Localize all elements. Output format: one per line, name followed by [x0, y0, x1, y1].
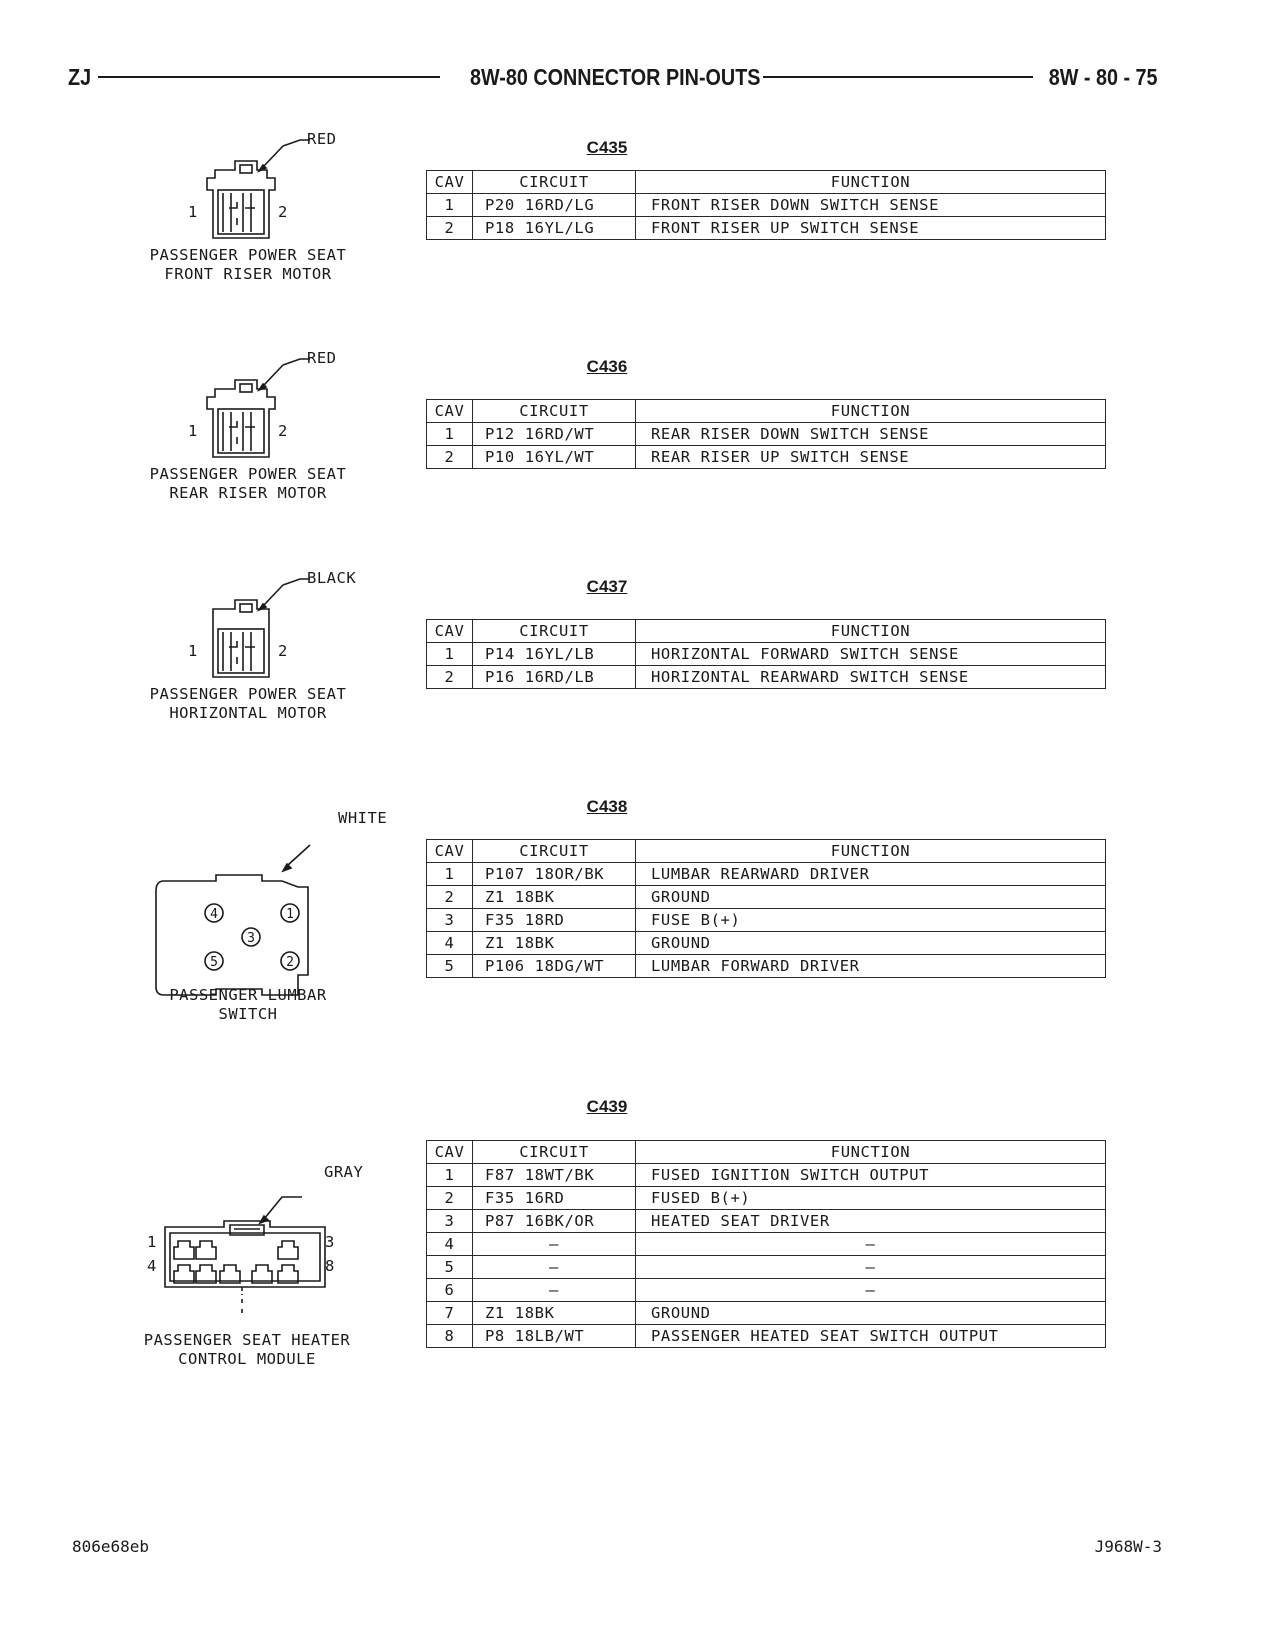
cell-cav: 4 [427, 1233, 473, 1256]
caption-line: REAR RISER MOTOR [169, 484, 327, 502]
caption-line: PASSENGER SEAT HEATER [143, 1331, 351, 1349]
cell-function: LUMBAR REARWARD DRIVER [636, 863, 1106, 886]
pin-number: 1 [286, 907, 294, 922]
column-header-circuit: CIRCUIT [473, 171, 636, 194]
two-pin-connector-diagram [185, 569, 365, 689]
column-header-function: FUNCTION [636, 620, 1106, 643]
vehicle-code: ZJ [68, 64, 92, 90]
column-header-function: FUNCTION [636, 840, 1106, 863]
table-header-row [427, 620, 1106, 643]
cell-function: LUMBAR FORWARD DRIVER [636, 955, 1106, 978]
table-header-row [427, 840, 1106, 863]
table-row [427, 886, 1106, 909]
cell-function: PASSENGER HEATED SEAT SWITCH OUTPUT [636, 1325, 1106, 1348]
cell-circuit: – [473, 1256, 636, 1279]
table-row [427, 1164, 1106, 1187]
cell-circuit: P12 16RD/WT [473, 423, 636, 446]
cell-function: FRONT RISER UP SWITCH SENSE [636, 217, 1106, 240]
connector-color-label: BLACK [307, 569, 357, 587]
table-row [427, 1279, 1106, 1302]
cell-function: GROUND [636, 886, 1106, 909]
header-rule-left [98, 76, 440, 78]
cell-cav: 1 [427, 194, 473, 217]
table-header-row [427, 171, 1106, 194]
pinout-table [426, 1140, 1106, 1348]
table-header-row [427, 1141, 1106, 1164]
column-header-function: FUNCTION [636, 400, 1106, 423]
table-row [427, 217, 1106, 240]
cell-function: HORIZONTAL FORWARD SWITCH SENSE [636, 643, 1106, 666]
cell-circuit: P20 16RD/LG [473, 194, 636, 217]
table-row [427, 955, 1106, 978]
table-row [427, 643, 1106, 666]
table-row [427, 423, 1106, 446]
connector-color-label: GRAY [324, 1163, 364, 1181]
caption-line: PASSENGER POWER SEAT [149, 246, 347, 264]
table-row [427, 666, 1106, 689]
cell-circuit: – [473, 1279, 636, 1302]
cell-cav: 2 [427, 217, 473, 240]
caption-line: FRONT RISER MOTOR [164, 265, 332, 283]
cell-circuit: Z1 18BK [473, 1302, 636, 1325]
column-header-function: FUNCTION [636, 1141, 1106, 1164]
table-header-row [427, 400, 1106, 423]
connector-id: C436 [586, 357, 628, 376]
table-row [427, 446, 1106, 469]
cell-circuit: F35 18RD [473, 909, 636, 932]
cell-circuit: P87 16BK/OR [473, 1210, 636, 1233]
cell-cav: 3 [427, 1210, 473, 1233]
cell-cav: 1 [427, 423, 473, 446]
cell-cav: 2 [427, 666, 473, 689]
cell-circuit: P106 18DG/WT [473, 955, 636, 978]
cell-circuit: Z1 18BK [473, 932, 636, 955]
pin-number: 3 [247, 931, 255, 946]
pin-label: 2 [278, 642, 288, 660]
cell-cav: 2 [427, 1187, 473, 1210]
caption-line: HORIZONTAL MOTOR [169, 704, 327, 722]
eight-pin-heater-connector-diagram [160, 1185, 330, 1325]
caption-line: CONTROL MODULE [178, 1350, 316, 1368]
table-row [427, 1187, 1106, 1210]
page-header [68, 62, 1158, 92]
column-header-cav: CAV [427, 400, 473, 423]
cell-function: FUSE B(+) [636, 909, 1106, 932]
connector-id: C437 [586, 577, 628, 596]
cell-function: FUSED B(+) [636, 1187, 1106, 1210]
cell-cav: 7 [427, 1302, 473, 1325]
pin-label: 3 [325, 1233, 335, 1251]
connector-color-label: RED [307, 130, 337, 148]
connector-id: C439 [586, 1097, 628, 1116]
column-header-circuit: CIRCUIT [473, 1141, 636, 1164]
column-header-cav: CAV [427, 1141, 473, 1164]
cell-circuit: P107 18OR/BK [473, 863, 636, 886]
connector-id: C435 [586, 138, 628, 157]
header-rule-right [763, 76, 1033, 78]
caption-line: PASSENGER POWER SEAT [149, 465, 347, 483]
cell-cav: 1 [427, 643, 473, 666]
connector-color-label: RED [307, 349, 337, 367]
cell-circuit: Z1 18BK [473, 886, 636, 909]
cell-cav: 5 [427, 1256, 473, 1279]
pin-label: 1 [188, 203, 198, 221]
pin-number: 2 [286, 955, 294, 970]
connector-caption [137, 246, 359, 284]
connector-caption [137, 465, 359, 503]
table-row [427, 194, 1106, 217]
cell-cav: 1 [427, 1164, 473, 1187]
cell-cav: 2 [427, 446, 473, 469]
pinout-table [426, 619, 1106, 689]
connector-caption [137, 986, 359, 1024]
column-header-cav: CAV [427, 620, 473, 643]
cell-function: – [636, 1256, 1106, 1279]
pin-label: 1 [188, 422, 198, 440]
two-pin-connector-diagram [185, 130, 365, 250]
table-row [427, 932, 1106, 955]
cell-circuit: P16 16RD/LB [473, 666, 636, 689]
table-row [427, 1233, 1106, 1256]
cell-function: – [636, 1233, 1106, 1256]
pinout-table [426, 839, 1106, 978]
cell-cav: 4 [427, 932, 473, 955]
cell-cav: 2 [427, 886, 473, 909]
cell-circuit: P8 18LB/WT [473, 1325, 636, 1348]
pin-label: 2 [278, 422, 288, 440]
cell-circuit: P18 16YL/LG [473, 217, 636, 240]
five-pin-lumbar-connector-diagram [150, 835, 330, 1010]
cell-function: HEATED SEAT DRIVER [636, 1210, 1106, 1233]
table-row [427, 863, 1106, 886]
caption-line: PASSENGER POWER SEAT [149, 685, 347, 703]
pin-label: 1 [147, 1233, 157, 1251]
pin-label: 8 [325, 1257, 335, 1275]
caption-line: PASSENGER LUMBAR [169, 986, 327, 1004]
cell-function: FRONT RISER DOWN SWITCH SENSE [636, 194, 1106, 217]
connector-caption [137, 685, 359, 723]
column-header-cav: CAV [427, 171, 473, 194]
column-header-function: FUNCTION [636, 171, 1106, 194]
cell-function: REAR RISER DOWN SWITCH SENSE [636, 423, 1106, 446]
pin-label: 4 [147, 1257, 157, 1275]
cell-cav: 6 [427, 1279, 473, 1302]
cell-cav: 8 [427, 1325, 473, 1348]
cell-function: FUSED IGNITION SWITCH OUTPUT [636, 1164, 1106, 1187]
document-id: 806e68eb [72, 1537, 150, 1556]
cell-circuit: F35 16RD [473, 1187, 636, 1210]
cell-function: HORIZONTAL REARWARD SWITCH SENSE [636, 666, 1106, 689]
table-row [427, 1256, 1106, 1279]
pin-number: 4 [210, 907, 218, 922]
cell-function: REAR RISER UP SWITCH SENSE [636, 446, 1106, 469]
column-header-cav: CAV [427, 840, 473, 863]
table-row [427, 1210, 1106, 1233]
page-title: 8W-80 CONNECTOR PIN-OUTS [470, 64, 761, 90]
pinout-table [426, 170, 1106, 240]
cell-circuit: P14 16YL/LB [473, 643, 636, 666]
cell-function: GROUND [636, 1302, 1106, 1325]
figure-id: J968W-3 [1094, 1537, 1162, 1556]
pinout-table [426, 399, 1106, 469]
pin-label: 1 [188, 642, 198, 660]
cell-cav: 3 [427, 909, 473, 932]
connector-caption [127, 1331, 367, 1369]
table-row [427, 909, 1106, 932]
table-row [427, 1302, 1106, 1325]
page-number: 8W - 80 - 75 [1049, 64, 1158, 90]
cell-cav: 1 [427, 863, 473, 886]
column-header-circuit: CIRCUIT [473, 840, 636, 863]
two-pin-connector-diagram [185, 349, 365, 469]
pin-label: 2 [278, 203, 288, 221]
cell-circuit: P10 16YL/WT [473, 446, 636, 469]
connector-color-label: WHITE [338, 809, 388, 827]
cell-cav: 5 [427, 955, 473, 978]
caption-line: SWITCH [218, 1005, 278, 1023]
pin-number: 5 [210, 955, 218, 970]
table-row [427, 1325, 1106, 1348]
column-header-circuit: CIRCUIT [473, 400, 636, 423]
cell-function: GROUND [636, 932, 1106, 955]
cell-circuit: F87 18WT/BK [473, 1164, 636, 1187]
cell-circuit: – [473, 1233, 636, 1256]
cell-function: – [636, 1279, 1106, 1302]
connector-id: C438 [586, 797, 628, 816]
column-header-circuit: CIRCUIT [473, 620, 636, 643]
